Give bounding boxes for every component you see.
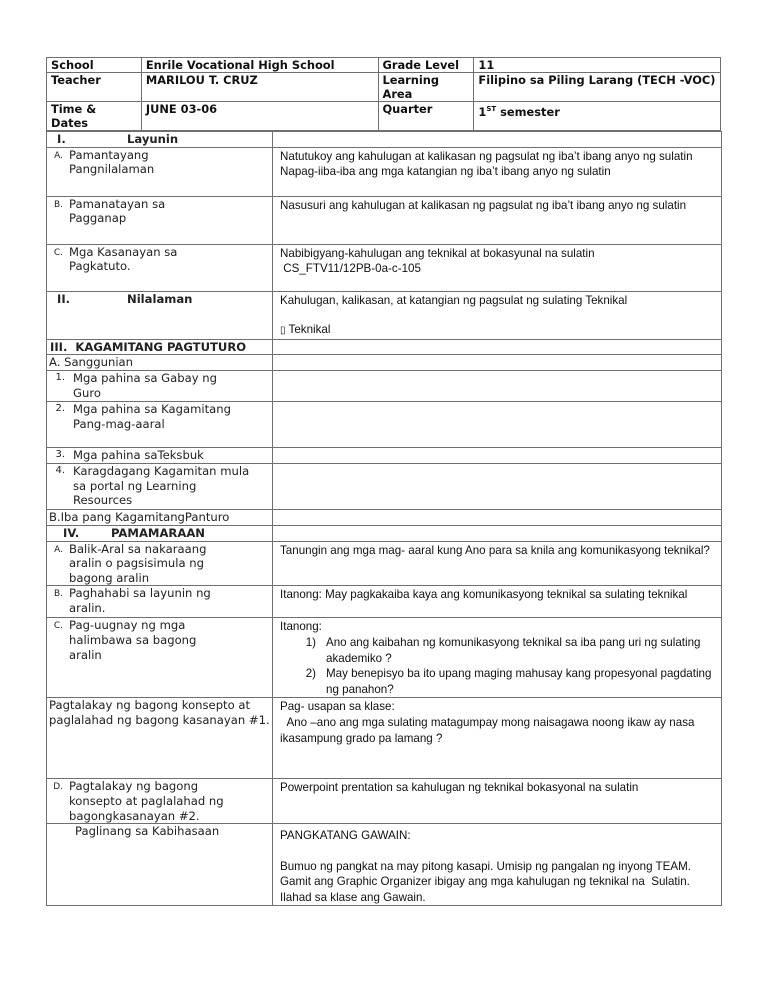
question-text: May benepisyo ba ito upang maging mahusay kang propesyonal pagdating ng panahon? [326,667,712,696]
content-text: Pag- usapan sa klase: [280,700,395,714]
item-label: Mga Kasanayan sa Pagkatuto. [69,244,178,274]
row-kagamitang-pagtuturo [47,339,722,355]
section-title: Layunin [127,132,179,146]
content-text: Natutukoy ang kahulugan at kalikasan ng pagsulat ng iba’t ibang anyo ng sulatin [280,149,693,163]
content-heading: PANGKATANG GAWAIN: [280,829,411,843]
question-number: 2) [305,667,316,681]
roman-numeral: I. [57,132,66,146]
roman-numeral: IV. [63,525,80,540]
row-iba-pang-kagamitan [47,509,722,525]
teacher-value: MARILOU T. CRUZ [141,73,378,102]
missing-glyph-icon: ▯ [280,325,286,337]
grade-level-value: 11 [474,58,721,73]
learning-area-label: Learning Area [378,73,474,102]
item-letter: D. [53,782,63,793]
section-title: III. KAGAMITANG PAGTUTURO [47,339,273,355]
item-label: Balik-Aral sa nakaraang aralin o pagsisimula ng bagong aralin [69,541,207,585]
teacher-label: Teacher [47,73,142,102]
row-pagtalakay-2 [47,779,722,824]
row-paghahabi [47,586,722,618]
school-label: School [47,58,142,73]
question-list [280,635,714,697]
row-label: Paglinang sa Kabihasaan [47,824,273,906]
item-letter: A. [54,544,63,555]
content-text: Teknikal [285,323,331,337]
item-label: Pamanatayan sa Pagganap [69,196,166,226]
question-number: 1) [305,635,316,649]
row-pamantayan-sa-pagganap [47,196,722,244]
item-label: Paghahabi sa layunin ng aralin. [69,586,211,615]
quarter-text: semester [496,104,560,119]
item-label: Mga pahina sa Gabay ng Guro [73,370,217,400]
content-text: Itanong: May pagkakaiba kaya ang komunikasyong teknikal sa sulating teknikal [280,588,688,602]
item-letter: B. [53,589,63,600]
item-number: 2. [55,402,65,414]
item-label: Pagtalakay ng bagong konsepto at paglalahad ng bagongkasanayan #2. [69,779,224,823]
row-paglinang [47,824,722,906]
row-teksbuk [47,447,722,463]
item-label: Pamantayang Pangnilalaman [69,147,155,177]
header-row-teacher [47,73,721,102]
time-dates-label: Time & Dates [47,102,142,131]
content-text: Bumuo ng pangkat na may pitong kasapi. Umisip ng pangalan ng inyong TEAM. Gamit ang Graphic Organizer ibigay ang mga kahulugan ng teknikal na Sulatin. Ilahad sa klase ang Gawain. [280,859,695,904]
row-balik-aral [47,541,722,586]
row-layunin [47,132,722,148]
quarter-ordinal: ST [486,105,497,113]
learning-area-value: Filipino sa Piling Larang (TECH -VOC) [474,73,721,102]
content-text: Ano –ano ang mga sulating matagumpay mong naisagawa noong ikaw ay nasa ikasampung grado pa lamang ? [280,715,698,745]
content-text: Tanungin ang mga mag- aaral kung Ano para sa knila ang komunikasyong teknikal? [280,543,710,557]
row-learning-resources [47,463,722,509]
row-sanggunian [47,355,722,371]
item-number: 4. [55,464,65,476]
subsection-title: B.Iba pang KagamitangPanturo [47,509,273,525]
header-info-table [46,57,721,131]
question-text: Ano ang kaibahan ng komunikasyong teknikal sa iba pang uri ng sulating akademiko ? [326,635,701,665]
row-nilalaman [47,291,722,339]
roman-numeral: II. [57,291,71,306]
row-kagamitang-pang-mag-aaral [47,401,722,447]
item-letter: C. [53,621,63,632]
row-mga-kasanayan [47,244,722,291]
school-value: Enrile Vocational High School [141,58,378,73]
item-label: Pag-uugnay ng mga halimbawa sa bagong aralin [69,618,197,662]
row-pamamaraan [47,525,722,541]
time-dates-value: JUNE 03-06 [141,102,378,131]
row-pagtalakay-1 [47,698,722,779]
content-text: Nabibigyang-kahulugan ang teknikal at bokasyunal na sulatin [280,246,595,260]
quarter-label: Quarter [378,102,474,131]
content-text: Powerpoint prentation sa kahulugan ng teknikal bokasyonal na sulatin [280,781,639,795]
item-letter: B. [53,199,63,210]
row-gabay-ng-guro [47,370,722,401]
item-label: Mga pahina sa Kagamitang Pang-mag-aaral [73,401,231,431]
content-text: Nasusuri ang kahulugan at kalikasan ng pagsulat ng iba’t ibang anyo ng sulatin [280,198,687,212]
subsection-title: A. Sanggunian [47,355,273,371]
header-row-time [47,102,721,131]
item-letter: C. [53,247,63,258]
item-number: 3. [55,448,65,460]
competency-code: CS_FTV11/12PB-0a-c-105 [280,262,421,276]
item-letter: A. [54,150,63,161]
quarter-number: 1 [478,104,487,119]
content-text: Itanong: [280,620,322,634]
section-title: PAMAMARAAN [111,525,206,540]
row-label: Pagtalakay ng bagong konsepto at paglalahad ng bagong kasanayan #1. [47,698,273,779]
content-text: Napag-iiba-iba ang mga katangian ng iba’t ibang anyo ng sulatin [280,165,611,179]
row-pamantayang-pangnilalaman [47,147,722,196]
row-pag-uugnay [47,618,722,698]
question-item [280,666,714,697]
content-text: Kahulugan, kalikasan, at katangian ng pagsulat ng sulating Teknikal [280,293,628,307]
lesson-plan-table [46,131,722,906]
item-number: 1. [55,371,65,383]
item-label: Mga pahina saTeksbuk [73,447,204,462]
header-row-school [47,58,721,73]
quarter-value [474,102,721,131]
question-item [280,635,714,666]
grade-level-label: Grade Level [378,58,474,73]
section-title: Nilalaman [127,291,193,306]
item-label: Karagdagang Kagamitan mula sa portal ng Learning Resources [73,463,250,508]
